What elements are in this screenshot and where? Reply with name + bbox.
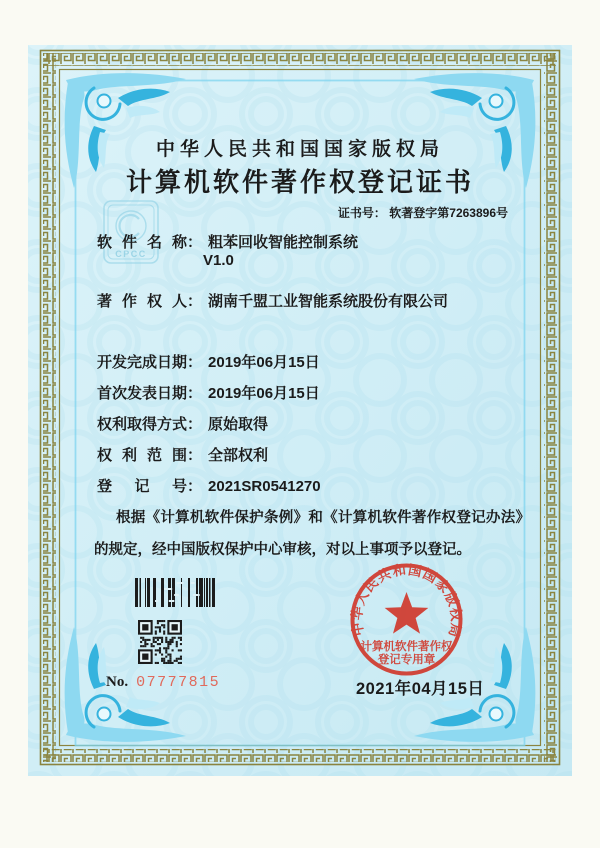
field-dev-complete-date (97, 351, 320, 372)
issuer-title: 中华人民共和国国家版权局 (155, 139, 444, 160)
field-colon: ： (187, 478, 203, 495)
issue-date: 2021年04月15日 (356, 680, 485, 698)
field-value: 2019年06月15日 (208, 385, 320, 402)
field-colon: ： (187, 447, 203, 464)
field-right-scope (97, 444, 268, 465)
field-label: 软件名称 (97, 234, 187, 251)
serial-label: No. (106, 674, 129, 690)
field-first-publish-date (97, 382, 320, 403)
field-colon: ： (187, 385, 203, 402)
field-value: 粗苯回收智能控制系统 (208, 234, 359, 251)
field-colon: ： (187, 234, 203, 251)
software-version: V1.0 (203, 252, 234, 269)
field-label: 权利取得方式 (97, 416, 188, 433)
meander-bottom (44, 749, 556, 762)
cpcc-text: CPCC (115, 249, 147, 259)
seal-line1: 计算机软件著作权 (360, 641, 453, 653)
field-value: 2021SR0541270 (208, 478, 321, 495)
field-colon: ： (187, 416, 203, 433)
registration-statement: 根据《计算机软件保护条例》和《计算机软件著作权登记办法》的规定，经中国版权保护中心审核，对以上事项予以登记。 (94, 510, 530, 558)
field-label: 登记号 (97, 478, 187, 495)
certificate-number-value: 软著登字第7263896号 (389, 206, 508, 220)
certificate-number-line (290, 204, 508, 221)
field-value: 2019年06月15日 (208, 354, 320, 371)
meander-top (44, 53, 556, 66)
field-value: 原始取得 (208, 416, 269, 433)
certificate-number-label: 证书号： (337, 206, 386, 220)
field-copyright-owner (97, 290, 448, 311)
field-right-acquisition (97, 413, 268, 434)
qr-code (138, 620, 182, 664)
field-value: 湖南千盟工业智能系统股份有限公司 (208, 293, 449, 310)
field-colon: ： (187, 293, 203, 310)
barcode (135, 578, 215, 608)
field-software-name (97, 231, 358, 252)
field-label: 首次发表日期 (97, 385, 188, 402)
field-label: 开发完成日期 (97, 354, 188, 371)
seal-ring-text: 中华人民共和国国家版权局 (349, 562, 464, 640)
seal-star-icon (385, 592, 429, 634)
serial-number-line (106, 674, 220, 691)
field-label: 著作权人 (97, 293, 187, 310)
field-label: 权利范围 (97, 447, 187, 464)
official-seal (344, 557, 469, 682)
field-registration-number (97, 475, 321, 496)
seal-line2: 登记专用章 (377, 654, 436, 666)
serial-number: 07777815 (136, 674, 221, 691)
field-colon: ： (187, 354, 203, 371)
certificate-title: 计算机软件著作权登记证书 (125, 168, 474, 197)
field-value: 全部权利 (208, 447, 269, 464)
